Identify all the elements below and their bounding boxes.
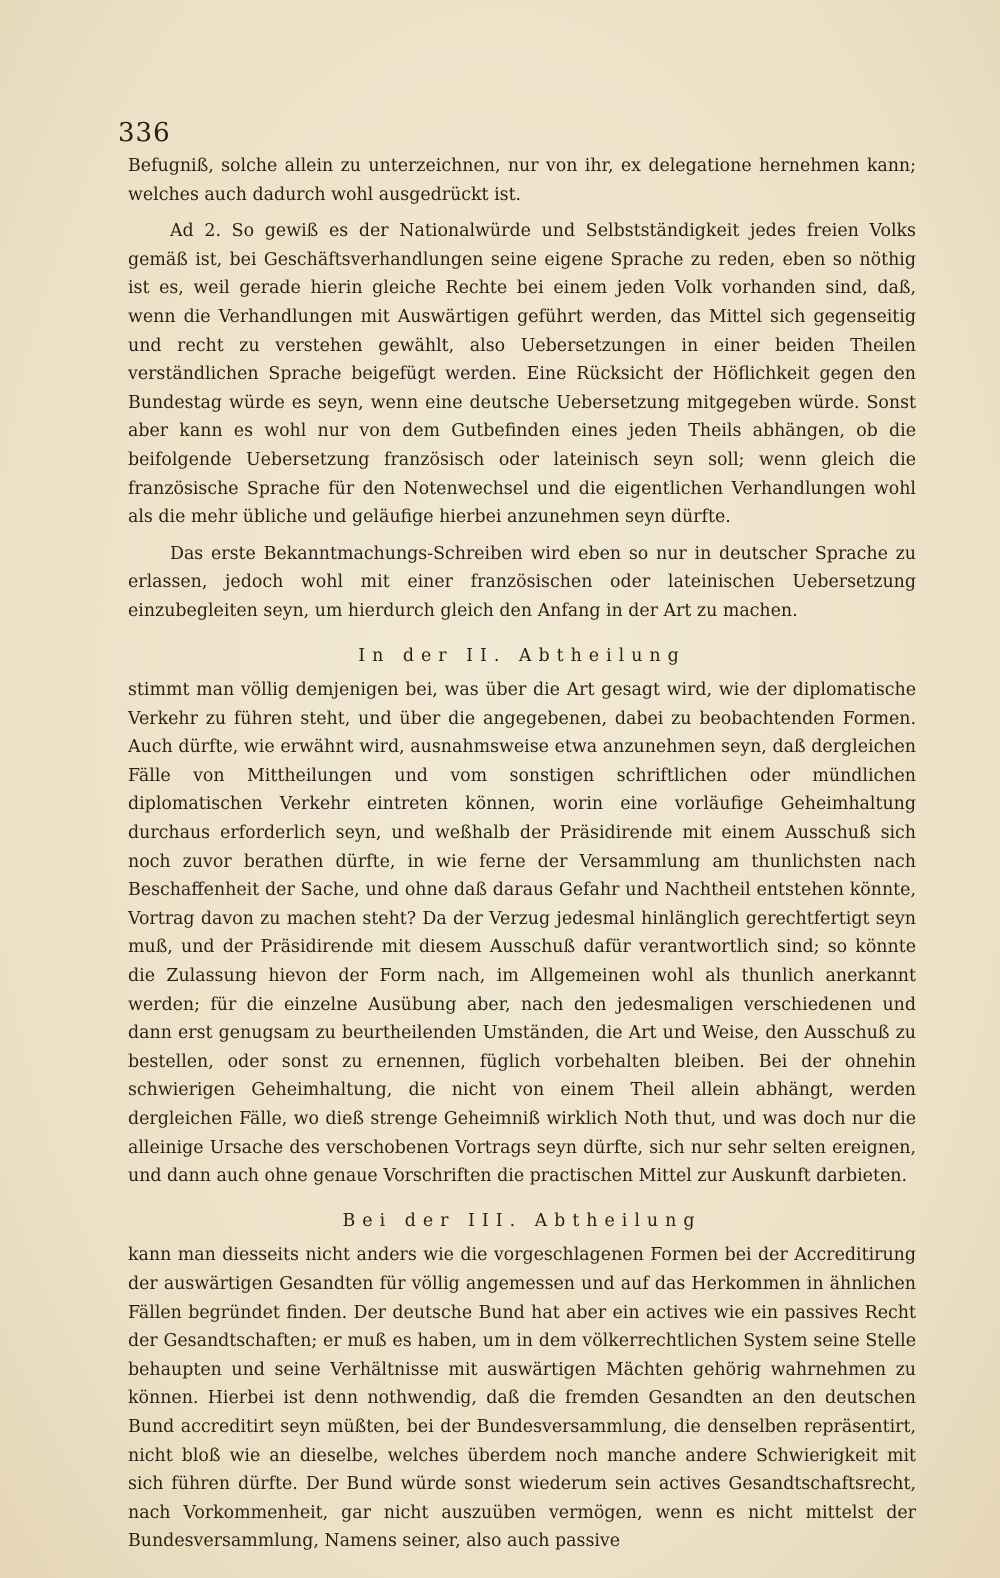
section-heading-ii: In der II. Abtheilung bbox=[358, 645, 686, 666]
page-number: 336 bbox=[118, 118, 171, 148]
paragraph-section-iii: kann man diesseits nicht anders wie die vorgeschlagenen Formen bei der Accreditirung der auswärtigen Gesandten für völlig angemessen und auf das Herkommen in ähnlichen Fällen begründet finden. Der deutsche Bund hat aber ein actives wie ein passives Recht der Gesandtschaften; er muß es haben, um in dem völkerrechtlichen System seine Stelle behaupten und seine Verhältnisse mit auswärtigen Mächten gehörig wahrnehmen zu können. Hierbei ist denn nothwendig, daß die fremden Gesandten an den deutschen Bund accreditirt seyn müßten, bei der Bundesversammlung, die denselben repräsentirt, nicht bloß wie an dieselbe, welches überdem noch manche andere Schwierigkeit mit sich führen dürfte. Der Bund würde sonst wiederum sein actives Gesandtschaftsrecht, nach Vorkommenheit, gar nicht auszuüben vermögen, wenn es nicht mittelst der Bundesversammlung, Namens seiner, also auch passive bbox=[128, 1245, 916, 1552]
paragraph-section-ii: stimmt man völlig demjenigen bei, was über die Art gesagt wird, wie der diplomatische Verkehr zu führen steht, und über die angegebenen, dabei zu beobachtenden Formen. Auch dürfte, wie erwähnt wird, ausnahmsweise etwa anzunehmen seyn, daß dergleichen Fälle von Mittheilungen und vom sonstigen schriftlichen oder mündlichen diplomatischen Verkehr eintreten können, worin eine vorläufige Geheimhaltung durchaus erforderlich seyn, und weßhalb der Präsidirende mit einem Ausschuß sich noch zuvor berathen dürfte, in wie ferne der Versammlung am thunlichsten nach Beschaffenheit der Sache, und ohne daß daraus Gefahr und Nachtheil entstehen könnte, Vortrag davon zu machen steht? Da der Verzug jedesmal hinlänglich gerechtfertigt seyn muß, und der Präsidirende mit diesem Ausschuß dafür verantwortlich sind; so könnte die Zulassung hievon der Form nach, im Allgemeinen wohl als thunlich anerkannt werden; für die einzelne Ausübung aber, nach den jedesmaligen verschiedenen und dann erst genugsam zu beurtheilenden Umständen, die Art und Weise, den Ausschuß zu bestellen, oder sonst zu ernennen, füglich vorbehalten bleiben. Bei der ohnehin schwierigen Geheimhaltung, die nicht von einem Theil allein abhängt, werden dergleichen Fälle, wo dieß strenge Geheimniß wirklich Noth thut, und was doch nur die alleinige Ursache des verschobenen Vortrags seyn dürfte, sich nur sehr selten ereignen, und dann auch ohne genaue Vorschriften die practischen Mittel zur Auskunft darbieten. bbox=[128, 680, 916, 1187]
section-heading-iii: Bei der III. Abtheilung bbox=[342, 1210, 702, 1231]
paragraph-continuation: Befugniß, solche allein zu unterzeichnen, nur von ihr, ex delegatione hernehmen kann; welches auch dadurch wohl ausgedrückt ist. bbox=[128, 156, 916, 205]
paragraph-bekanntmachung: Das erste Bekanntmachungs-Schreiben wird eben so nur in deutscher Sprache zu erlassen, jedoch wohl mit einer französischen oder lateinischen Uebersetzung einzubegleiten seyn, um hierdurch gleich den Anfang in der Art zu machen. bbox=[128, 543, 916, 621]
paragraph-ad-2: Ad 2. So gewiß es der Nationalwürde und Selbstständigkeit jedes freien Volks gemäß ist, bei Geschäftsverhandlungen seine eigene Sprache zu reden, eben so nöthig ist es, weil gerade hierin gleiche Rechte bei einem jeden Volk vorhanden sind, daß, wenn die Verhandlungen mit Auswärtigen geführt werden, das Mittel sich gegenseitig und recht zu verstehen gewählt, also Uebersetzungen in einer beiden Theilen verständlichen Sprache beigefügt werden. Eine Rücksicht der Höflichkeit gegen den Bundestag würde es seyn, wenn eine deutsche Uebersetzung mitgegeben würde. Sonst aber kann es wohl nur von dem Gutbefinden eines jeden Theils abhängen, ob die beifolgende Uebersetzung französisch oder lateinisch seyn soll; wenn gleich die französische Sprache für den Notenwechsel und die eigentlichen Verhandlungen wohl als die mehr übliche und geläufige hierbei anzunehmen seyn dürfte. bbox=[128, 221, 916, 528]
body-text bbox=[128, 152, 916, 1564]
